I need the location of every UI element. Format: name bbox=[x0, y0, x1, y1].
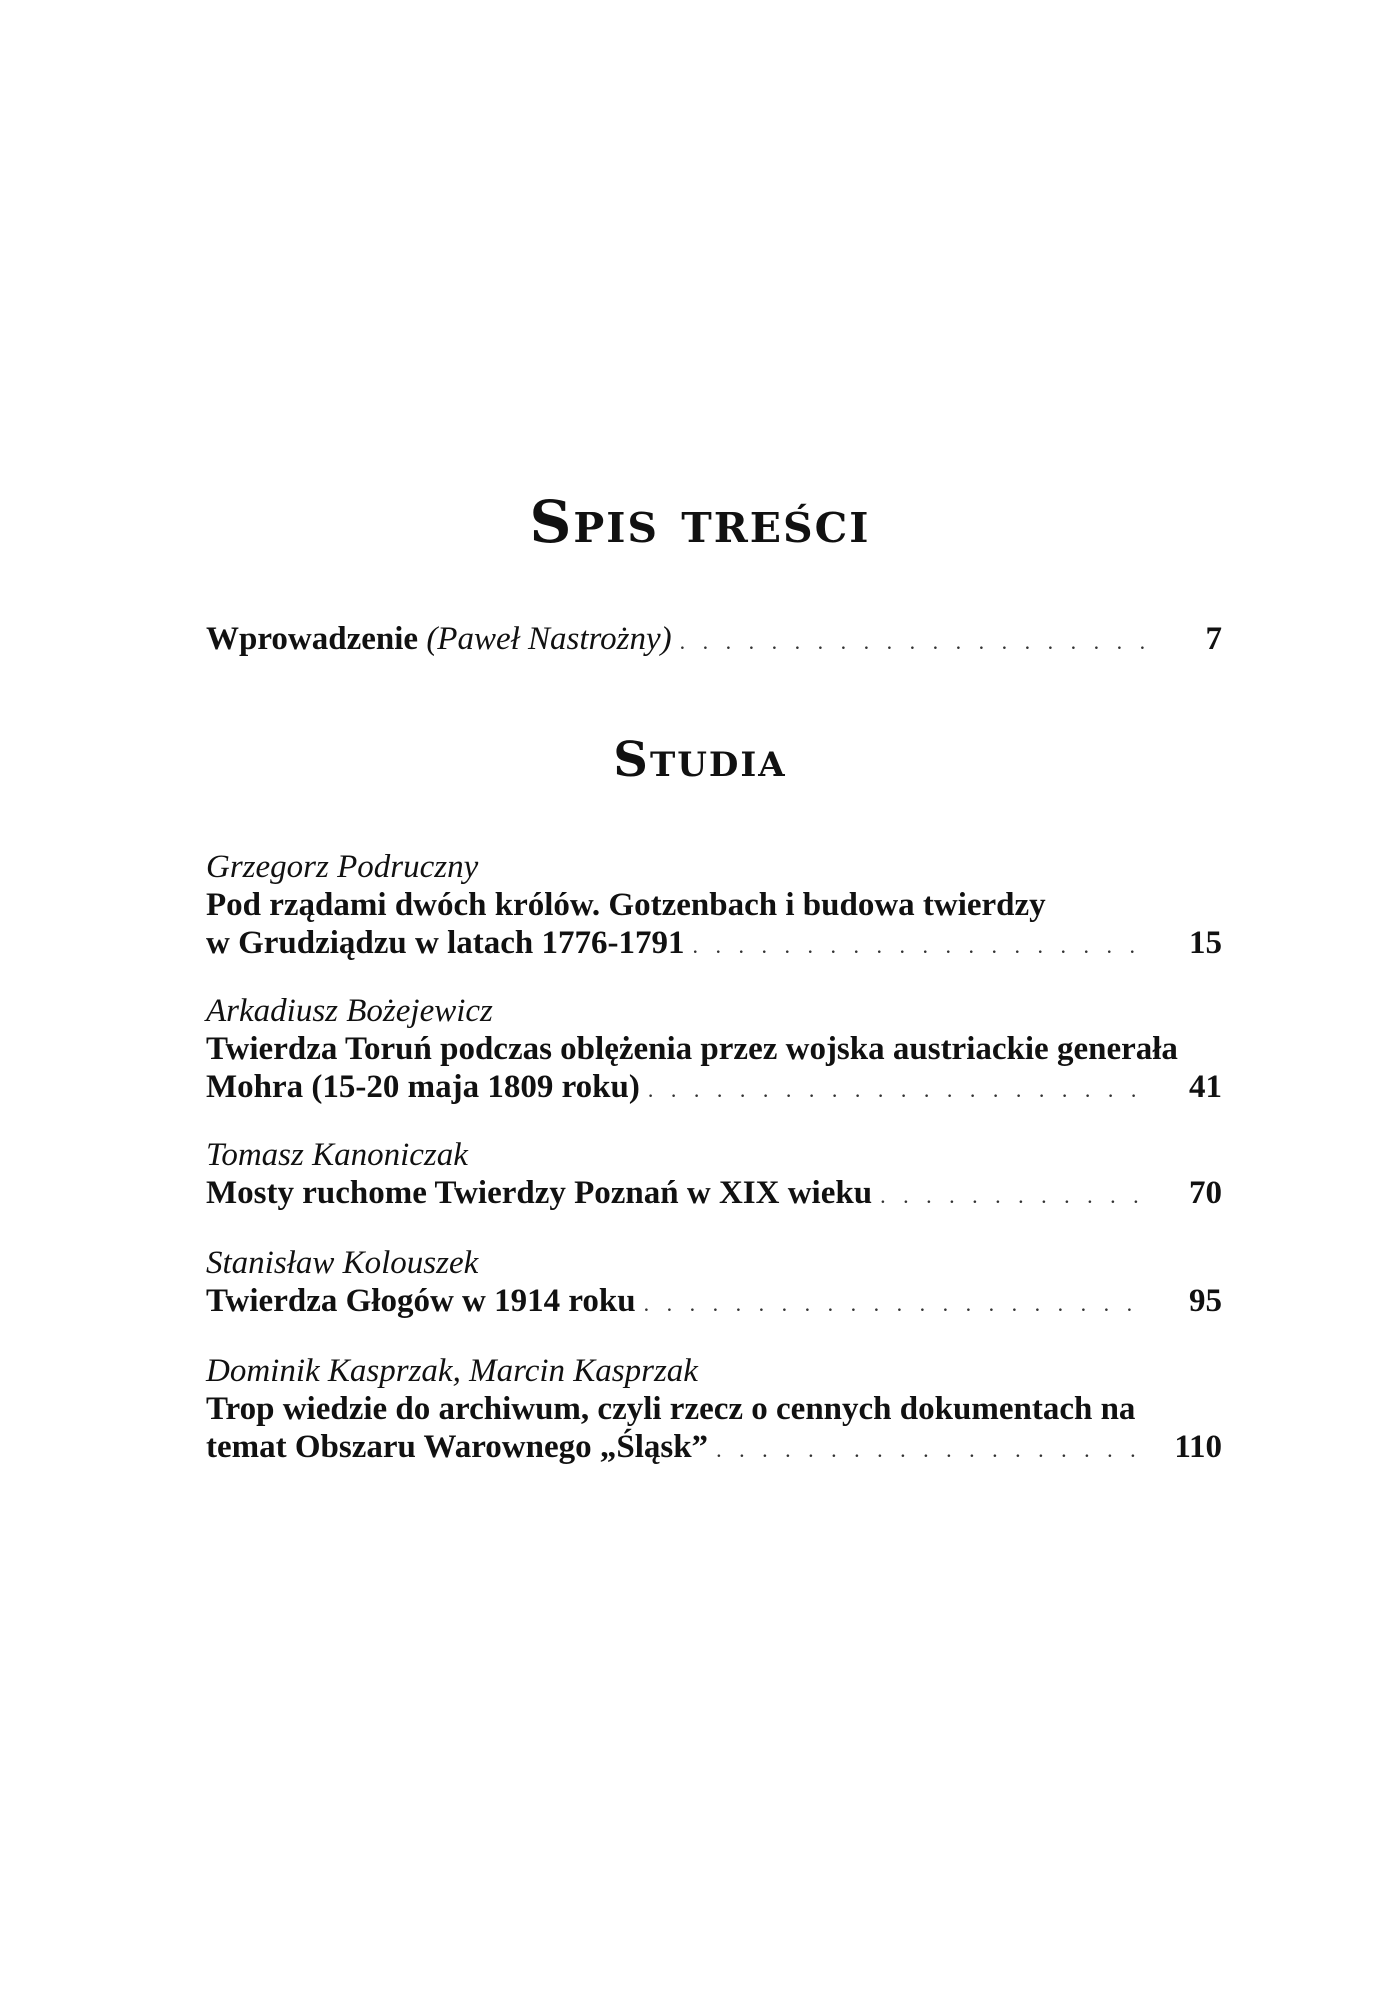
entry-title-line: temat Obszaru Warownego „Śląsk” bbox=[206, 1429, 709, 1465]
toc-entry-intro[interactable] bbox=[206, 620, 1222, 661]
entry-title-line: Trop wiedzie do archiwum, czyli rzecz o cennych dokumentach na bbox=[206, 1391, 1136, 1427]
toc-entry[interactable] bbox=[206, 1136, 1222, 1215]
entry-title-line: Twierdza Głogów w 1914 roku bbox=[206, 1283, 636, 1319]
dot-leader bbox=[716, 1431, 1144, 1469]
dot-leader bbox=[644, 1285, 1144, 1323]
entry-author: Grzegorz Podruczny bbox=[206, 849, 479, 885]
page-number: 41 bbox=[1189, 1069, 1222, 1105]
entry-title-line: Pod rządami dwóch królów. Gotzenbach i budowa twierdzy bbox=[206, 887, 1046, 923]
toc-entry[interactable] bbox=[206, 1352, 1222, 1469]
dot-leader bbox=[693, 927, 1145, 965]
page-title: Spis treści bbox=[529, 488, 871, 556]
toc-entry[interactable] bbox=[206, 848, 1222, 965]
toc-entry-row bbox=[206, 1174, 1222, 1215]
entry-author: Arkadiusz Bożejewicz bbox=[206, 993, 493, 1029]
toc-entry-row bbox=[206, 620, 1222, 661]
intro-author: (Paweł Nastrożny) bbox=[426, 621, 672, 657]
toc-entry[interactable] bbox=[206, 992, 1222, 1109]
intro-label: Wprowadzenie bbox=[206, 621, 419, 657]
page-number: 95 bbox=[1189, 1283, 1222, 1319]
entry-author: Dominik Kasprzak, Marcin Kasprzak bbox=[206, 1353, 698, 1389]
entry-title-line: w Grudziądzu w latach 1776-1791 bbox=[206, 925, 685, 961]
toc-entry-title bbox=[206, 620, 672, 658]
toc-entry-row bbox=[206, 1068, 1222, 1109]
entry-title-line: Twierdza Toruń podczas oblężenia przez wojska austriackie generała bbox=[206, 1031, 1178, 1067]
page-number: 70 bbox=[1189, 1175, 1222, 1211]
toc-entry-row bbox=[206, 1282, 1222, 1323]
page-number: 15 bbox=[1189, 925, 1222, 961]
page-number: 110 bbox=[1174, 1429, 1222, 1465]
toc-entry-row bbox=[206, 1428, 1222, 1469]
entry-author: Tomasz Kanoniczak bbox=[206, 1137, 468, 1173]
dot-leader bbox=[880, 1177, 1144, 1215]
toc-entry-row bbox=[206, 924, 1222, 965]
dot-leader bbox=[648, 1071, 1144, 1109]
toc-entry[interactable] bbox=[206, 1244, 1222, 1323]
section-heading: Studia bbox=[613, 732, 787, 788]
entry-author: Stanisław Kolouszek bbox=[206, 1245, 479, 1281]
page-number: 7 bbox=[1205, 621, 1222, 657]
entry-title-line: Mosty ruchome Twierdzy Poznań w XIX wieku bbox=[206, 1175, 873, 1211]
entry-title-line: Mohra (15-20 maja 1809 roku) bbox=[206, 1069, 640, 1105]
dot-leader bbox=[680, 623, 1144, 661]
